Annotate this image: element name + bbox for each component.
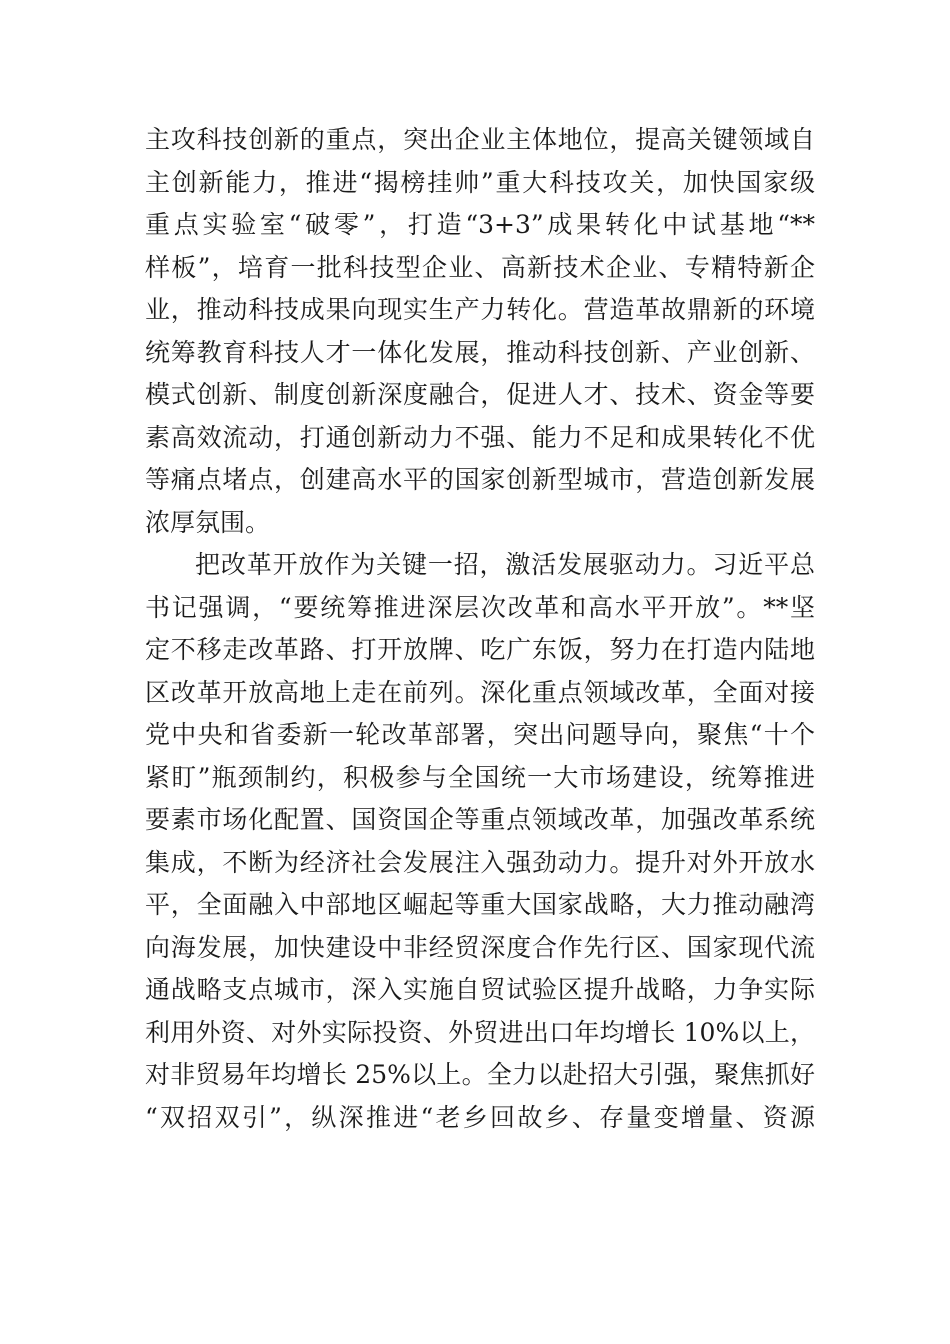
paragraph-2-line: 对非贸易年均增长 25%以上。全力以赴招大引强，聚焦抓好 [145, 1060, 815, 1089]
paragraph-1-line: 模式创新、制度创新深度融合，促进人才、技术、资金等要 [145, 380, 815, 409]
paragraph-2-line: 区改革开放高地上走在前列。深化重点领域改革，全面对接 [145, 677, 815, 707]
paragraph-1-line: 重点实验室“破零”，打造“3+3”成果转化中试基地“** [145, 210, 815, 239]
paragraph-2-line: 党中央和省委新一轮改革部署，突出问题导向，聚焦“十个 [145, 720, 815, 749]
paragraph-2-line: 紧盯”瓶颈制约，积极参与全国统一大市场建设，统筹推进 [145, 762, 815, 792]
paragraph-1-line: 样板”，培育一批科技型企业、高新技术企业、专精特新企 [145, 252, 815, 282]
paragraph-2-line: “双招双引”，纵深推进“老乡回故乡、存量变增量、资源 [145, 1102, 815, 1132]
paragraph-2-line: 要素市场化配置、国资国企等重点领域改革，加强改革系统 [145, 805, 815, 834]
paragraph-2-line: 把改革开放作为关键一招，激活发展驱动力。习近平总 [195, 550, 815, 579]
paragraph-1 [145, 119, 815, 544]
paragraph-1-line: 统筹教育科技人才一体化发展，推动科技创新、产业创新、 [145, 337, 815, 367]
paragraph-2-line: 集成，不断为经济社会发展注入强劲动力。提升对外开放水 [145, 847, 815, 877]
paragraph-2-line: 向海发展，加快建设中非经贸深度合作先行区、国家现代流 [145, 932, 815, 962]
paragraph-1-line: 等痛点堵点，创建高水平的国家创新型城市，营造创新发展 [145, 465, 815, 494]
paragraph-1-line: 浓厚氛围。 [145, 507, 271, 537]
paragraph-2-line: 定不移走改革路、打开放牌、吃广东饭，努力在打造内陆地 [145, 635, 815, 664]
paragraph-2-line: 利用外资、对外实际投资、外贸进出口年均增长 10%以上， [145, 1017, 815, 1047]
paragraph-2-line: 通战略支点城市，深入实施自贸试验区提升战略，力争实际 [145, 975, 815, 1004]
paragraph-1-line: 业，推动科技成果向现实生产力转化。营造革故鼎新的环境 [145, 295, 815, 324]
paragraph-2 [145, 544, 815, 1139]
paragraph-2-line: 平，全面融入中部地区崛起等重大国家战略，大力推动融湾 [145, 890, 815, 919]
paragraph-1-line: 素高效流动，打通创新动力不强、能力不足和成果转化不优 [145, 422, 815, 452]
paragraph-1-line: 主创新能力，推进“揭榜挂帅”重大科技攻关，加快国家级 [145, 167, 815, 197]
paragraph-2-line: 书记强调，“要统筹推进深层次改革和高水平开放”。**坚 [145, 592, 815, 622]
paragraph-1-line: 主攻科技创新的重点，突出企业主体地位，提高关键领域自 [145, 125, 815, 154]
